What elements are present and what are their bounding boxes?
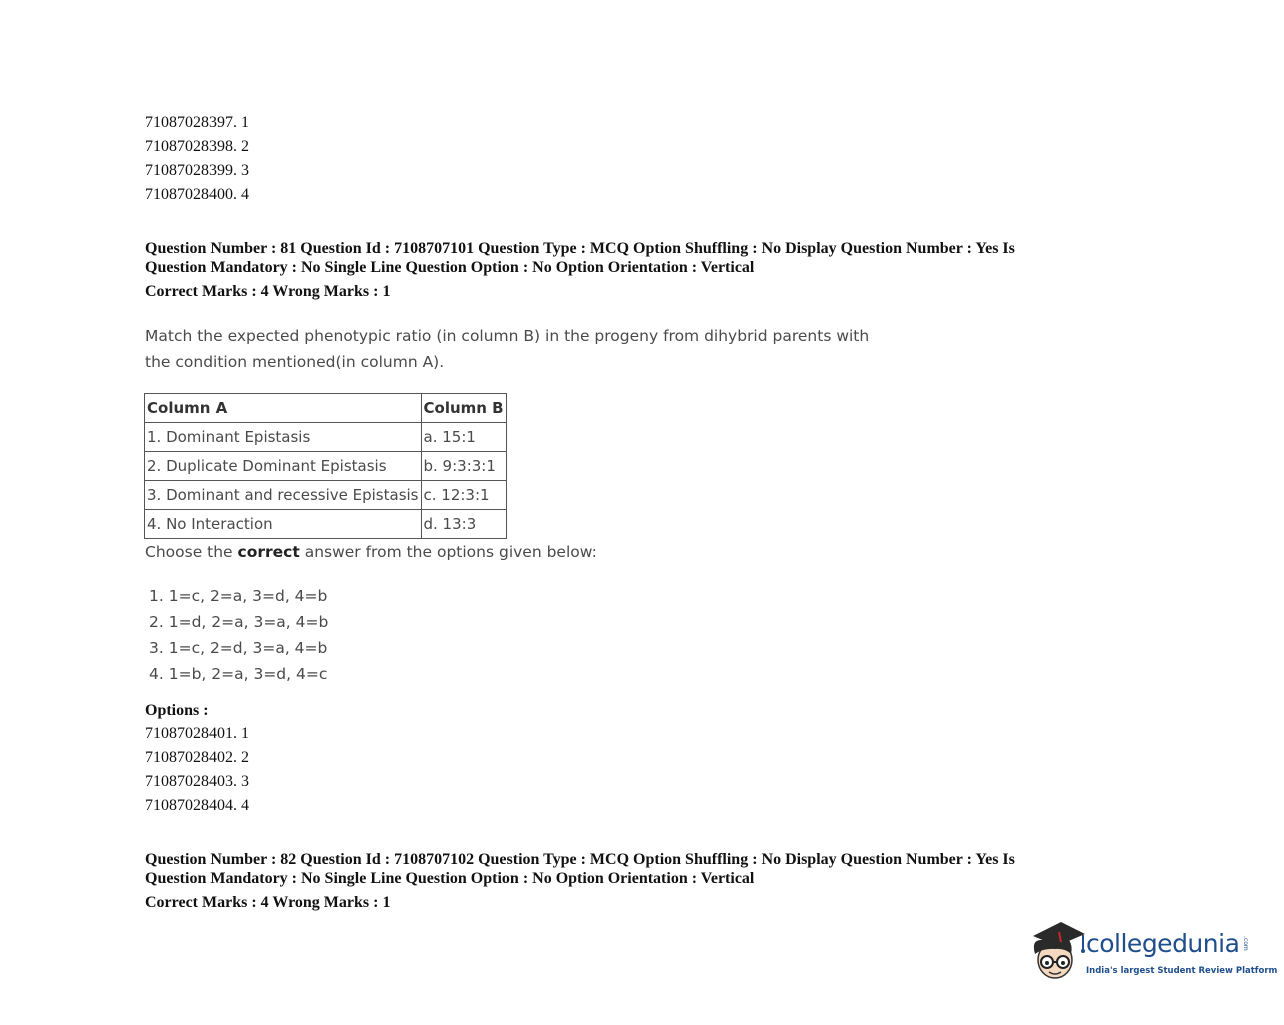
answer-choice: 3. 1=c, 2=d, 3=a, 4=b: [149, 639, 328, 657]
answer-choice: 2. 1=d, 2=a, 3=a, 4=b: [149, 613, 329, 631]
logo-com: .com: [1242, 936, 1249, 951]
table-header-cell: Column A: [145, 394, 422, 423]
option-line: 71087028399. 3: [145, 162, 249, 179]
question-meta-line2: Question Mandatory : No Single Line Question Option : No Option Orientation : Vertical: [145, 259, 755, 276]
answer-choice: 4. 1=b, 2=a, 3=d, 4=c: [149, 665, 328, 683]
question-meta-line1: Question Number : 82 Question Id : 7108707102 Question Type : MCQ Option Shuffling : No Display Question Number : Yes Is: [145, 851, 1015, 868]
table-cell: 1. Dominant Epistasis: [145, 423, 422, 452]
question-meta-line2: Question Mandatory : No Single Line Question Option : No Option Orientation : Vertical: [145, 870, 755, 887]
table-cell: b. 9:3:3:1: [421, 452, 506, 481]
question-meta-line1: Question Number : 81 Question Id : 7108707101 Question Type : MCQ Option Shuffling : No Display Question Number : Yes Is: [145, 240, 1015, 257]
option-line: 71087028403. 3: [145, 773, 249, 790]
table-cell: 4. No Interaction: [145, 510, 422, 539]
choose-instruction: [145, 543, 597, 561]
student-mascot-icon: [1025, 918, 1087, 988]
logo-wordmark: collegedunia: [1086, 929, 1240, 958]
table-header-cell: Column B: [421, 394, 506, 423]
table-row: [145, 510, 507, 539]
table-cell: 3. Dominant and recessive Epistasis: [145, 481, 422, 510]
table-header-row: [145, 394, 507, 423]
collegedunia-logo: [1025, 918, 1278, 988]
question-stem-line1: Match the expected phenotypic ratio (in column B) in the progeny from dihybrid parents with: [145, 327, 870, 345]
option-line: 71087028401. 1: [145, 725, 249, 742]
table-cell: d. 13:3: [421, 510, 506, 539]
choose-bold: correct: [237, 543, 300, 561]
option-line: 71087028400. 4: [145, 186, 249, 203]
option-line: 71087028402. 2: [145, 749, 249, 766]
table-row: [145, 481, 507, 510]
option-line: 71087028397. 1: [145, 114, 249, 131]
question-stem-line2: the condition mentioned(in column A).: [145, 353, 445, 371]
table-cell: a. 15:1: [421, 423, 506, 452]
choose-prefix: Choose the: [145, 543, 238, 561]
table-row: [145, 452, 507, 481]
choose-suffix: answer from the options given below:: [299, 543, 597, 561]
answer-choice: 1. 1=c, 2=a, 3=d, 4=b: [149, 587, 328, 605]
question-marks: Correct Marks : 4 Wrong Marks : 1: [145, 283, 391, 300]
logo-tagline: India's largest Student Review Platform: [1086, 966, 1278, 976]
match-table: [144, 393, 507, 539]
options-label: Options :: [145, 702, 209, 719]
table-row: [145, 423, 507, 452]
question-marks: Correct Marks : 4 Wrong Marks : 1: [145, 894, 391, 911]
option-line: 71087028404. 4: [145, 797, 249, 814]
table-cell: 2. Duplicate Dominant Epistasis: [145, 452, 422, 481]
option-line: 71087028398. 2: [145, 138, 249, 155]
table-cell: c. 12:3:1: [421, 481, 506, 510]
